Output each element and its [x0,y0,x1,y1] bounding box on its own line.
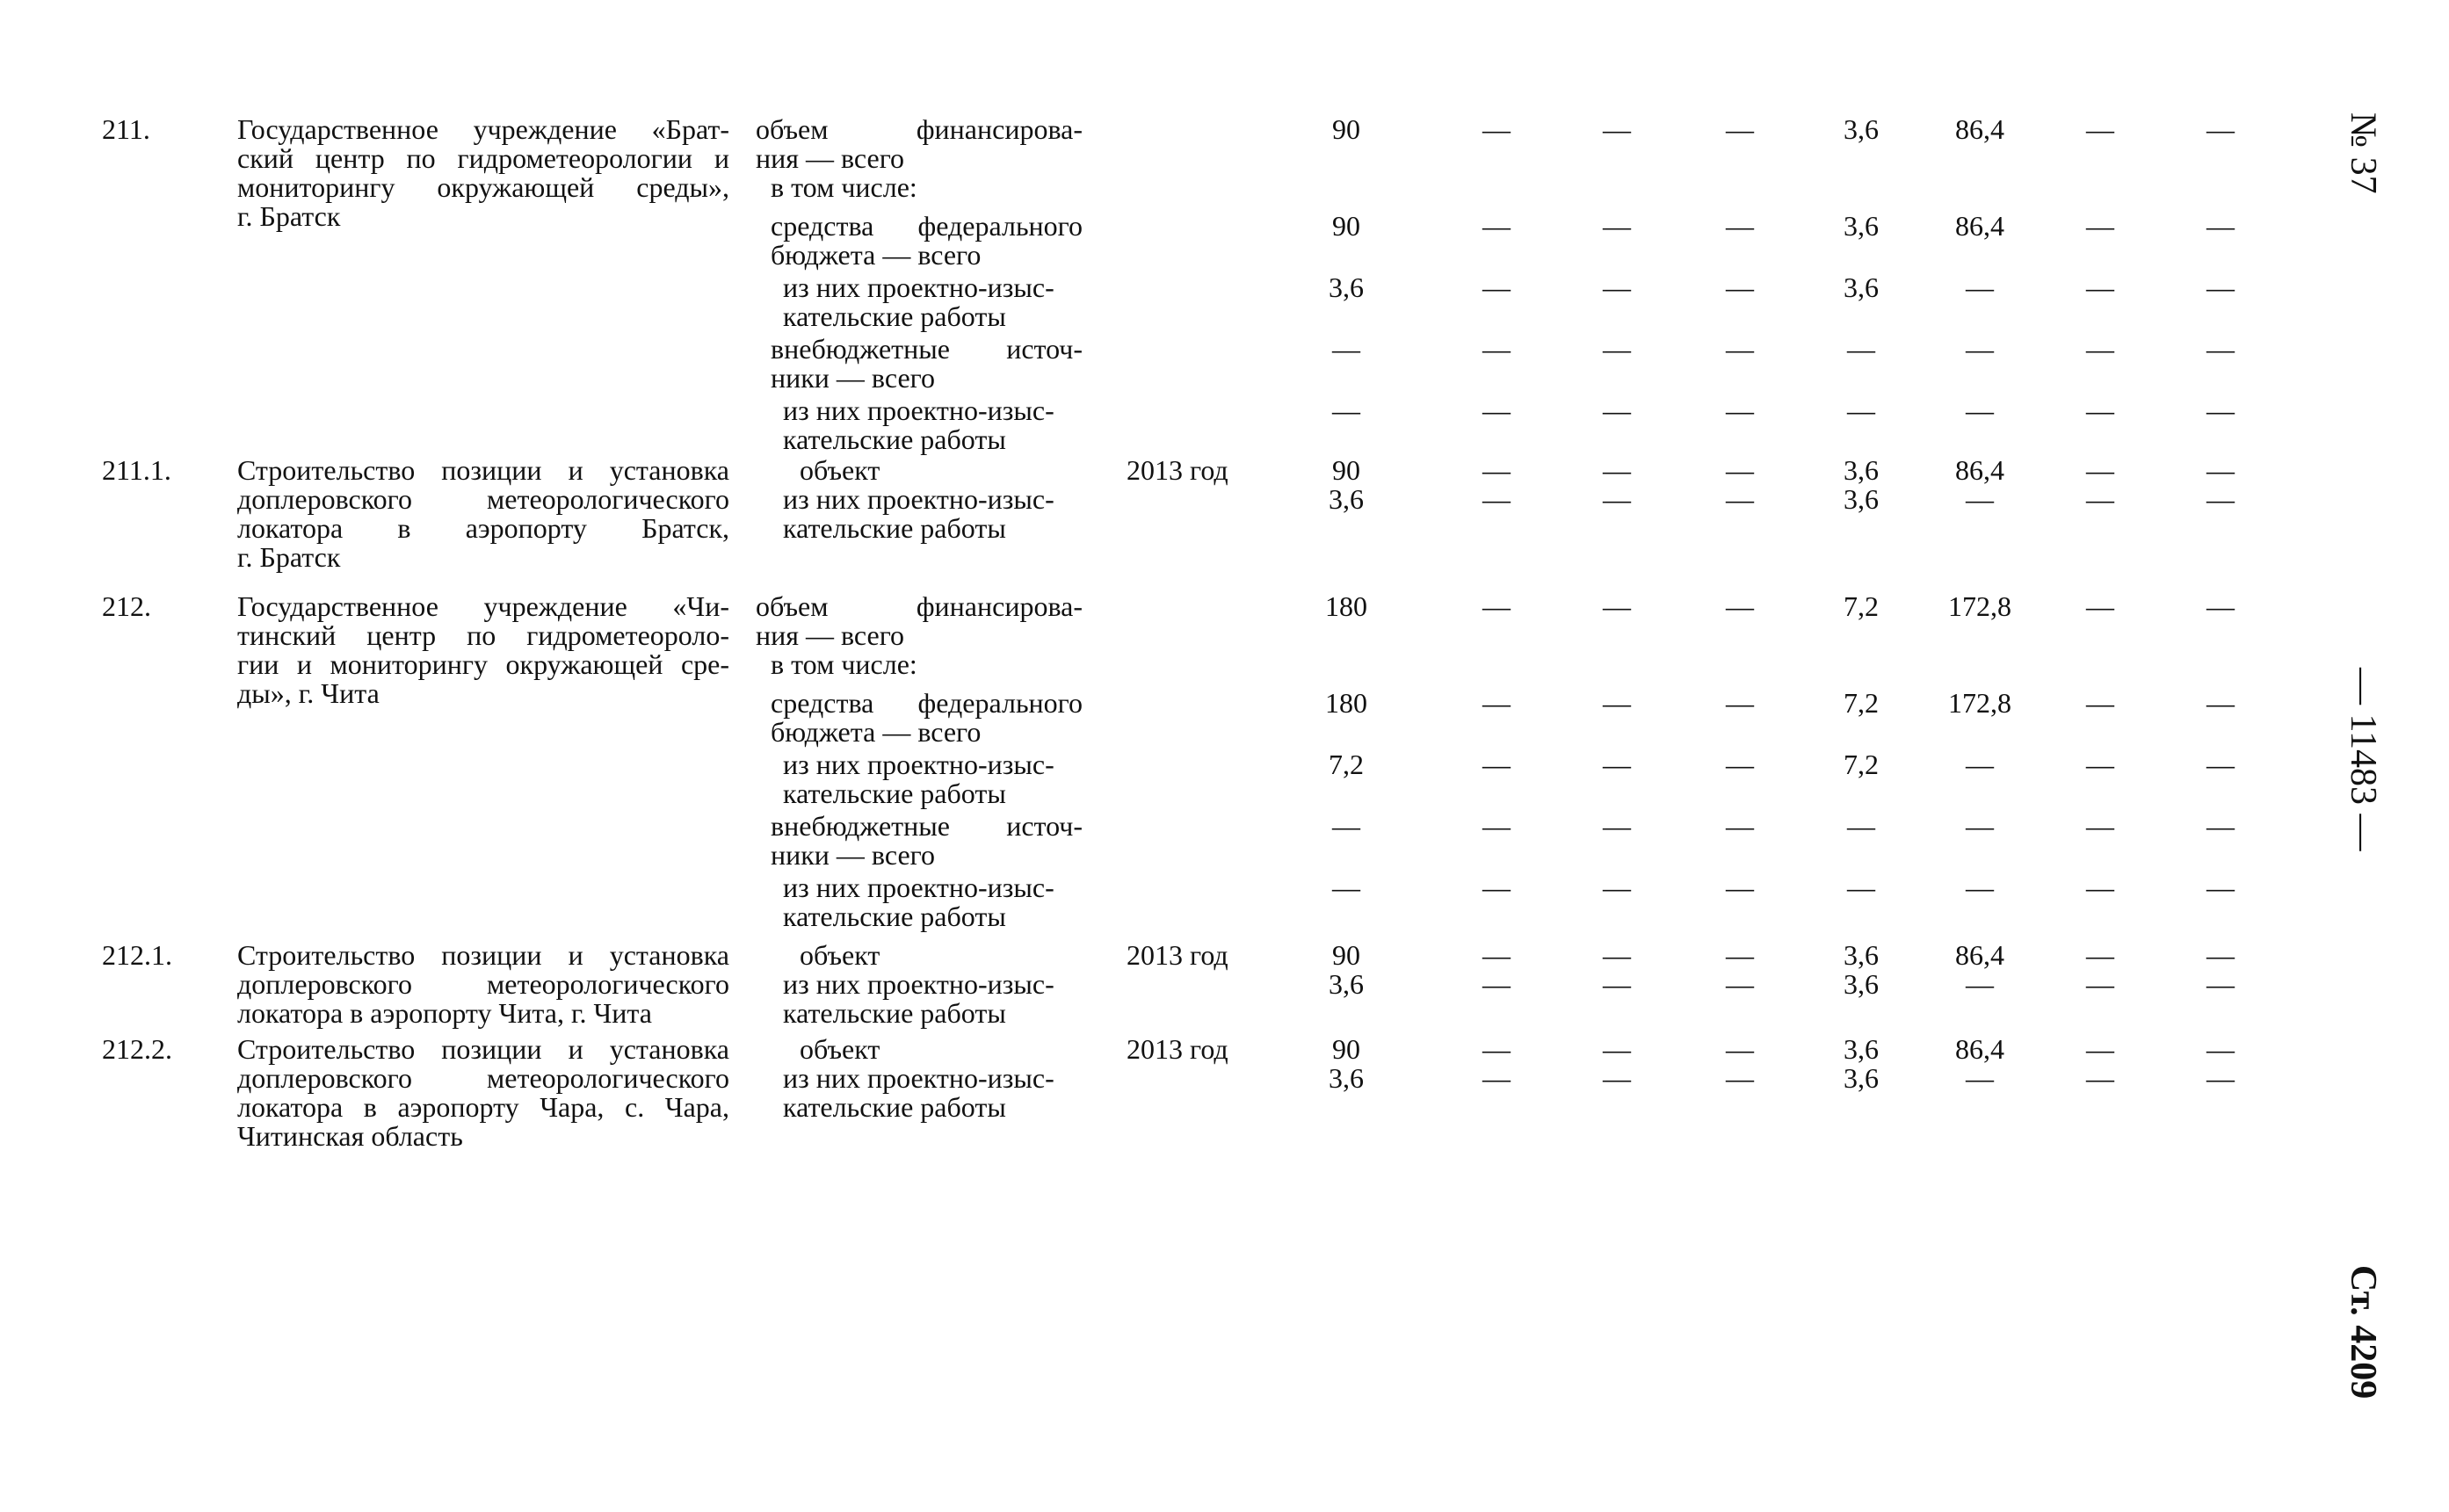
value-cell: 3,6 [1844,454,1879,486]
financing-label: из них проектно-изыс- [783,394,1054,426]
value-cell: — [2086,872,2114,903]
value-cell: — [1726,749,1754,780]
value-cell: — [1726,810,1754,842]
value-cell: — [2086,454,2114,486]
item-number: 211.1. [102,454,171,486]
value-cell: 180 [1325,590,1367,622]
value-cell: 86,4 [1955,113,2004,145]
value-cell: — [1332,872,1360,903]
value-cell: 86,4 [1955,210,2004,242]
item-number: 212. [102,590,151,622]
completion-year: 2013 год [1127,1033,1228,1065]
financing-label: из них проектно-изыс- [783,968,1054,1000]
value-cell: — [1482,333,1511,365]
item-description: локатора в аэропорту Чара, с. Чара, [237,1091,729,1123]
financing-label: из них проектно-изыс- [783,1062,1054,1094]
value-cell: — [2206,872,2235,903]
value-cell: — [2206,1033,2235,1065]
financing-label: ния — всего [756,619,905,651]
value-cell: — [1847,394,1875,426]
value-cell: — [2086,210,2114,242]
item-description: локатора в аэропорту Братск, [237,512,729,544]
value-cell: 90 [1332,1033,1360,1065]
item-description: Строительство позиции и установка [237,454,729,486]
page-code-text: — 11483 — [2343,668,2383,851]
value-cell: — [1847,872,1875,903]
value-cell: 7,2 [1329,749,1364,780]
value-cell: — [1726,590,1754,622]
financing-label: бюджета — всего [771,716,982,748]
value-cell: — [1482,872,1511,903]
value-cell: 90 [1332,210,1360,242]
value-cell: — [1482,271,1511,303]
value-cell: — [1726,1062,1754,1094]
value-cell: — [2086,939,2114,971]
value-cell: — [1482,810,1511,842]
value-cell: — [1603,333,1631,365]
value-cell: — [1966,968,1994,1000]
value-cell: — [2206,939,2235,971]
value-cell: — [1726,454,1754,486]
value-cell: — [1966,810,1994,842]
item-number: 212.2. [102,1033,172,1065]
item-description: г. Братск [237,200,341,232]
issue-number-text: № 37 [2343,112,2383,194]
value-cell: — [2086,1062,2114,1094]
value-cell: — [1726,872,1754,903]
value-cell: — [1966,483,1994,515]
value-cell: 90 [1332,113,1360,145]
financing-label: кательские работы [783,423,1006,455]
value-cell: — [1482,113,1511,145]
value-cell: — [1482,483,1511,515]
value-cell: — [1603,968,1631,1000]
financing-label: ники — всего [771,839,935,871]
value-cell: — [1726,483,1754,515]
value-cell: 7,2 [1844,749,1879,780]
item-description: Строительство позиции и установка [237,939,729,971]
value-cell: — [2206,590,2235,622]
item-description: локатора в аэропорту Чита, г. Чита [237,997,652,1029]
item-description: Государственное учреждение «Брат- [237,113,729,145]
value-cell: — [1482,210,1511,242]
value-cell: — [1482,968,1511,1000]
item-description: Строительство позиции и установка [237,1033,729,1065]
value-cell: — [1726,394,1754,426]
value-cell: 86,4 [1955,939,2004,971]
item-description: доплеровского метеорологического [237,1062,729,1094]
value-cell: — [2206,333,2235,365]
item-description: Читинская область [237,1120,463,1152]
item-description: ский центр по гидрометеорологии и [237,142,729,174]
value-cell: — [1726,968,1754,1000]
value-cell: 3,6 [1844,113,1879,145]
value-cell: — [1603,483,1631,515]
financing-label: ники — всего [771,362,935,394]
value-cell: 3,6 [1844,271,1879,303]
value-cell: 3,6 [1329,271,1364,303]
value-cell: 3,6 [1329,483,1364,515]
value-cell: — [1603,113,1631,145]
value-cell: — [1482,687,1511,719]
value-cell: — [1482,939,1511,971]
value-cell: — [2086,394,2114,426]
value-cell: — [1726,210,1754,242]
financing-label: из них проектно-изыс- [783,872,1054,903]
financing-label: кательские работы [783,901,1006,932]
financing-label: кательские работы [783,300,1006,332]
value-cell: — [1603,590,1631,622]
value-cell: — [1603,939,1631,971]
value-cell: 3,6 [1844,483,1879,515]
value-cell: — [1332,810,1360,842]
financing-label: кательские работы [783,1091,1006,1123]
value-cell: 3,6 [1844,939,1879,971]
financing-label: кательские работы [783,512,1006,544]
value-cell: — [1726,1033,1754,1065]
completion-year: 2013 год [1127,454,1228,486]
financing-label: объект [800,1033,880,1065]
financing-label: кательские работы [783,778,1006,809]
item-description: гии и мониторингу окружающей сре- [237,648,729,680]
financing-label: кательские работы [783,997,1006,1029]
financing-label: средства федерального [771,210,1083,242]
value-cell: — [2086,968,2114,1000]
value-cell: — [1603,1062,1631,1094]
value-cell: — [1603,1033,1631,1065]
financing-label: объект [800,454,880,486]
value-cell: — [1603,872,1631,903]
value-cell: — [1482,454,1511,486]
value-cell: — [1966,872,1994,903]
article-number-text: Ст. 4209 [2343,1265,2383,1400]
value-cell: — [2086,1033,2114,1065]
value-cell: — [2086,113,2114,145]
value-cell: — [2086,687,2114,719]
value-cell: 3,6 [1844,1062,1879,1094]
value-cell: — [2206,394,2235,426]
value-cell: — [2206,113,2235,145]
value-cell: — [1603,454,1631,486]
financing-label: в том числе: [771,648,917,680]
value-cell: 180 [1325,687,1367,719]
value-cell: 90 [1332,939,1360,971]
financing-label: средства федерального [771,687,1083,719]
item-description: г. Братск [237,541,341,573]
value-cell: — [1966,333,1994,365]
completion-year: 2013 год [1127,939,1228,971]
value-cell: 3,6 [1329,1062,1364,1094]
financing-label: из них проектно-изыс- [783,271,1054,303]
value-cell: — [1332,394,1360,426]
value-cell: 86,4 [1955,1033,2004,1065]
item-description: тинский центр по гидрометеороло- [237,619,729,651]
value-cell: — [1726,939,1754,971]
value-cell: — [1966,394,1994,426]
item-description: доплеровского метеорологического [237,968,729,1000]
item-description: мониторингу окружающей среды», [237,171,729,203]
value-cell: — [1966,749,1994,780]
value-cell: — [1847,810,1875,842]
value-cell: — [2086,271,2114,303]
value-cell: 86,4 [1955,454,2004,486]
value-cell: — [1482,590,1511,622]
value-cell: — [1603,210,1631,242]
value-cell: — [1847,333,1875,365]
value-cell: 3,6 [1844,1033,1879,1065]
value-cell: 90 [1332,454,1360,486]
value-cell: — [2206,483,2235,515]
value-cell: — [1482,1033,1511,1065]
value-cell: — [2206,749,2235,780]
value-cell: 3,6 [1844,968,1879,1000]
value-cell: — [1603,394,1631,426]
value-cell: — [2086,810,2114,842]
financing-label: из них проектно-изыс- [783,749,1054,780]
value-cell: — [2206,687,2235,719]
item-description: доплеровского метеорологического [237,483,729,515]
value-cell: — [1726,687,1754,719]
value-cell: — [2206,1062,2235,1094]
item-number: 212.1. [102,939,172,971]
value-cell: 172,8 [1948,687,2011,719]
financing-label: из них проектно-изыс- [783,483,1054,515]
value-cell: — [1332,333,1360,365]
value-cell: — [2086,590,2114,622]
value-cell: 7,2 [1844,687,1879,719]
value-cell: — [1726,113,1754,145]
value-cell: — [1603,810,1631,842]
value-cell: — [2086,333,2114,365]
value-cell: — [2206,210,2235,242]
value-cell: — [1726,271,1754,303]
value-cell: — [1966,271,1994,303]
value-cell: — [2086,483,2114,515]
value-cell: — [1603,687,1631,719]
financing-label: бюджета — всего [771,239,982,271]
value-cell: — [2086,749,2114,780]
item-description: ды», г. Чита [237,677,380,709]
value-cell: — [1482,394,1511,426]
value-cell: 7,2 [1844,590,1879,622]
value-cell: 3,6 [1844,210,1879,242]
value-cell: 172,8 [1948,590,2011,622]
financing-label: внебюджетные источ- [771,810,1083,842]
financing-label: внебюджетные источ- [771,333,1083,365]
financing-label: объем финансирова- [756,113,1083,145]
financing-label: в том числе: [771,171,917,203]
value-cell: — [2206,454,2235,486]
value-cell: — [2206,810,2235,842]
value-cell: 3,6 [1329,968,1364,1000]
financing-label: объем финансирова- [756,590,1083,622]
value-cell: — [2206,968,2235,1000]
value-cell: — [1603,271,1631,303]
value-cell: — [1603,749,1631,780]
value-cell: — [1966,1062,1994,1094]
financing-label: ния — всего [756,142,905,174]
financing-label: объект [800,939,880,971]
value-cell: — [1726,333,1754,365]
item-description: Государственное учреждение «Чи- [237,590,729,622]
value-cell: — [2206,271,2235,303]
item-number: 211. [102,113,150,145]
value-cell: — [1482,749,1511,780]
value-cell: — [1482,1062,1511,1094]
